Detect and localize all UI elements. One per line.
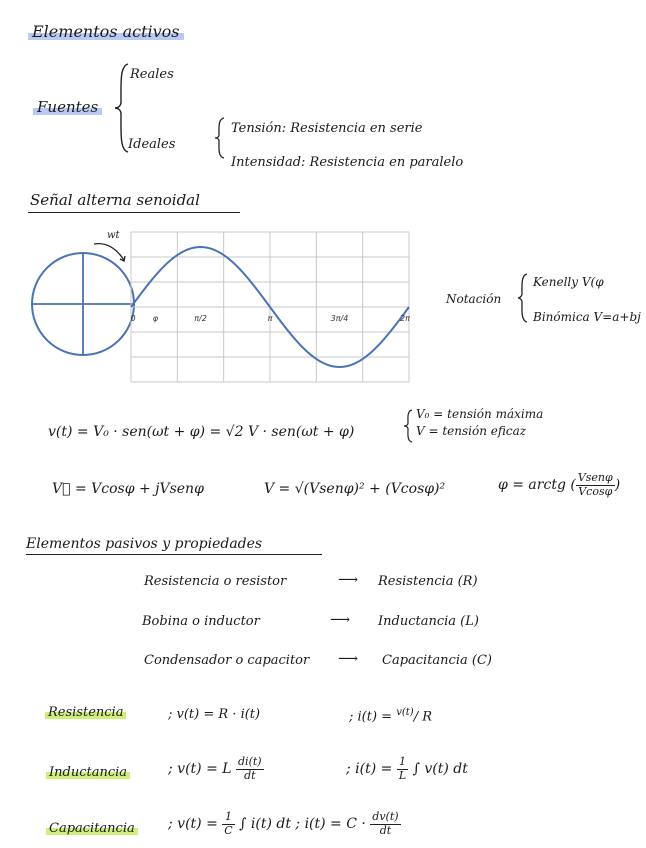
capacitancia-fraction-den: C	[224, 823, 233, 837]
relation-2-left: Bobina o inductor	[142, 614, 260, 629]
inductancia-fraction-2-num: 1	[397, 756, 408, 770]
x-tick-label: π/2	[194, 314, 207, 323]
rotation-arrow-icon	[92, 240, 128, 266]
relation-2-right: Inductancia (L)	[378, 614, 479, 629]
heading-passive: Elementos pasivos y propiedades	[26, 536, 263, 552]
inductancia-eq-2-tail: ∫ v(t) dt	[412, 761, 468, 778]
label-notacion: Notación	[446, 292, 502, 306]
v-definition: V = tensión eficaz	[416, 424, 527, 438]
binomica-notation: Binómica V=a+bj	[533, 310, 641, 324]
brace-ideales	[212, 116, 228, 160]
brace-definitions	[402, 408, 414, 444]
modulus-equation: V = √(Vsenφ)² + (Vcosφ)²	[264, 481, 446, 497]
x-tick-label: φ	[152, 314, 158, 323]
heading-signal: Señal alterna senoidal	[30, 191, 200, 209]
inductancia-fraction-num: di(t)	[238, 755, 262, 768]
v0-definition: V₀ = tensión máxima	[416, 407, 544, 421]
relation-3-arrow-icon: ⟶	[338, 651, 359, 667]
phase-fraction	[576, 472, 615, 498]
label-capacitancia: Capacitancia	[46, 822, 138, 835]
resistencia-eq-2-tail: / R	[413, 709, 432, 725]
heading-passive-underline	[26, 554, 322, 555]
resistencia-eq-2-sup: v(t)	[396, 707, 414, 718]
inductancia-fraction-den: dt	[244, 768, 256, 782]
relation-2-arrow-icon: ⟶	[330, 612, 351, 628]
phase-fraction-den: Vcosφ	[578, 484, 613, 498]
label-inductancia: Inductancia	[46, 766, 130, 779]
label-resistencia: Resistencia	[45, 706, 126, 719]
phase-prefix: φ = arctg (	[498, 477, 576, 494]
relation-3-right: Capacitancia (C)	[382, 653, 492, 668]
heading-active-elements: Elementos activos	[28, 24, 184, 40]
x-tick-label: π	[267, 314, 273, 323]
resistencia-eq-2-lhs: ; i(t) =	[349, 709, 393, 725]
capacitancia-fraction-2-den: dt	[379, 823, 392, 837]
inductancia-eq-2-lhs: ; i(t) =	[346, 761, 393, 778]
label-fuentes: Fuentes	[33, 100, 102, 115]
heading-signal-underline	[28, 212, 240, 213]
relation-1-left: Resistencia o resistor	[144, 574, 287, 589]
capacitancia-fraction-2-num: dv(t)	[372, 810, 399, 823]
inductancia-fraction	[236, 756, 264, 782]
capacitancia-fraction-2	[370, 811, 400, 837]
brace-notacion	[516, 272, 530, 324]
label-reales: Reales	[130, 67, 174, 82]
inductancia-eq-1-lhs: ; v(t) = L	[168, 761, 232, 778]
capacitancia-eq	[168, 811, 401, 837]
equation-vt: v(t) = V₀ · sen(ωt + φ) = √2 V · sen(ωt + φ)	[48, 424, 355, 440]
phase-equation	[498, 472, 620, 498]
intensidad-line: Intensidad: Resistencia en paralelo	[231, 155, 464, 170]
phase-suffix: )	[614, 477, 621, 494]
relation-1-arrow-icon: ⟶	[338, 572, 359, 588]
kenelly-notation: Kenelly V(φ	[533, 275, 604, 289]
phase-fraction-num: Vsenφ	[577, 471, 613, 484]
capacitancia-eq-mid: ∫ i(t) dt ; i(t) = C ·	[239, 816, 366, 833]
inductancia-eq-1	[168, 756, 264, 782]
inductancia-fraction-2	[397, 756, 408, 782]
x-tick-label: 3π/4	[330, 314, 349, 323]
inductancia-eq-2	[346, 756, 468, 782]
wt-label: wt	[107, 230, 120, 241]
capacitancia-fraction	[222, 811, 234, 837]
inductancia-fraction-2-den: L	[398, 768, 407, 782]
capacitancia-eq-lhs: ; v(t) =	[168, 816, 218, 833]
resistencia-eq-1: ; v(t) = R · i(t)	[168, 707, 261, 722]
phasor-equation: V⃗ = Vcosφ + jVsenφ	[52, 481, 204, 497]
sine-chart	[131, 232, 409, 382]
resistencia-eq-2	[349, 708, 432, 723]
relation-3-left: Condensador o capacitor	[144, 653, 310, 668]
x-tick-label: 2π	[400, 314, 410, 323]
tension-line: Tensión: Resistencia en serie	[231, 121, 423, 136]
relation-1-right: Resistencia (R)	[378, 574, 478, 589]
capacitancia-fraction-num: 1	[222, 811, 234, 825]
label-ideales: Ideales	[128, 137, 176, 152]
x-tick-label: 0	[130, 314, 136, 323]
